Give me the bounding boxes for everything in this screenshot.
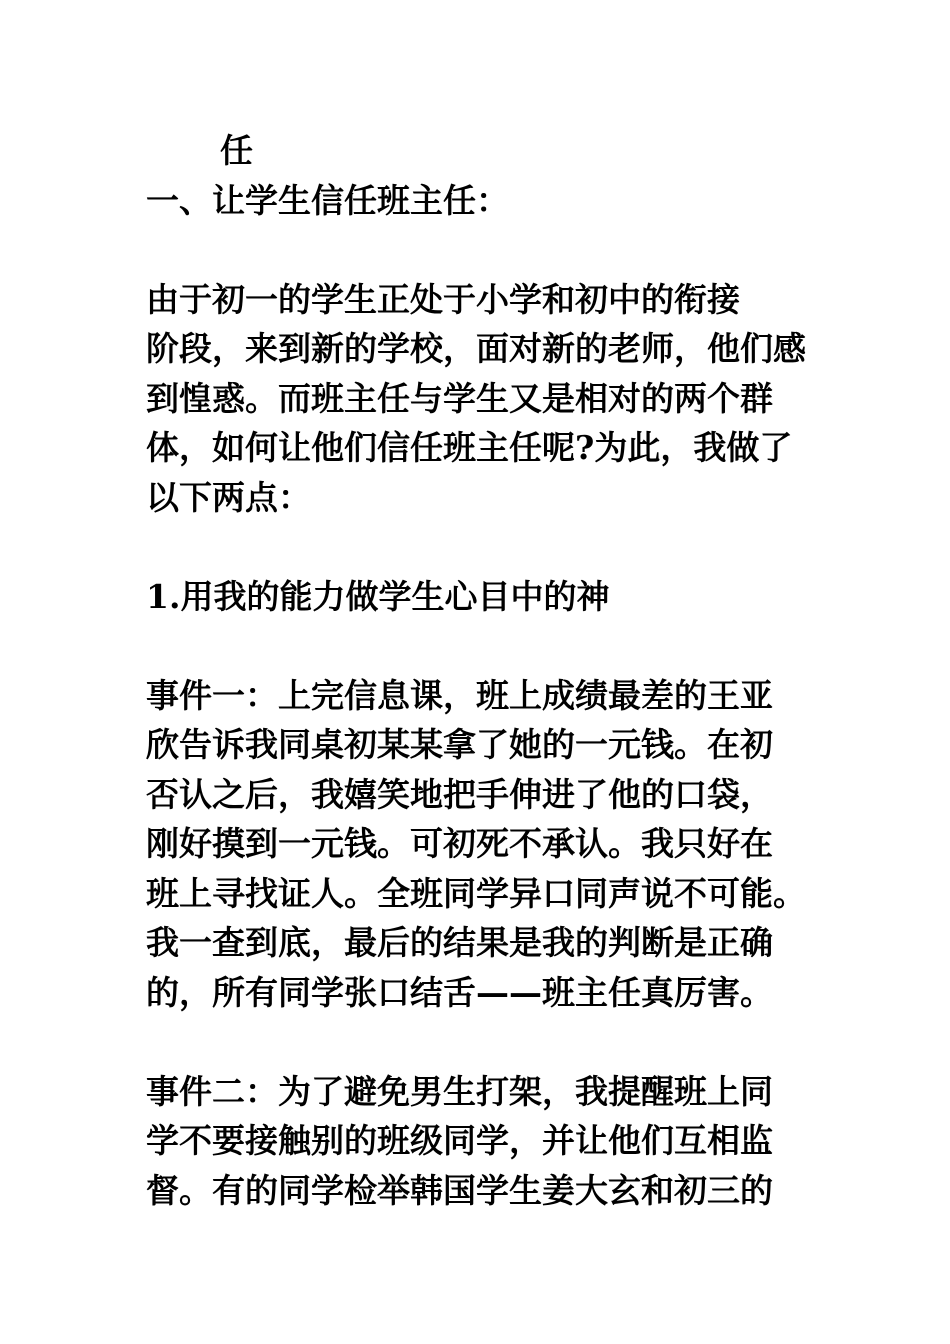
heading-fragment: 任 — [220, 131, 253, 170]
paragraph-line: 督。有的同学检举韩国学生姜大玄和初三的 — [146, 1170, 773, 1210]
paragraph-line: 阶段，来到新的学校，面对新的老师，他们感 — [146, 329, 806, 368]
paragraph-line: 的，所有同学张口结舌——班主任真厉害。 — [146, 972, 773, 1012]
paragraph-line: 欣告诉我同桌初某某拿了她的一元钱。在初 — [146, 725, 773, 764]
blank-line — [146, 225, 846, 275]
paragraph-line: 事件一：上完信息课，班上成绩最差的王亚 — [146, 675, 773, 715]
paragraph-line: 我一查到底，最后的结果是我的判断是正确 — [146, 923, 773, 962]
document-body — [146, 126, 846, 1215]
paragraph-line: 事件二：为了避免男生打架，我提醒班上同 — [146, 1071, 773, 1111]
subsection-heading: 1.用我的能力做学生心目中的神 — [146, 576, 610, 616]
paragraph-line: 否认之后，我嬉笑地把手伸进了他的口袋， — [146, 774, 773, 814]
paragraph-line: 由于初一的学生正处于小学和初中的衔接 — [146, 279, 740, 319]
paragraph-line: 到惶惑。而班主任与学生又是相对的两个群 — [146, 378, 773, 418]
blank-line — [146, 621, 846, 671]
paragraph-line: 以下两点： — [146, 477, 311, 517]
blank-line — [146, 1017, 846, 1067]
paragraph-line: 学不要接触别的班级同学，并让他们互相监 — [146, 1121, 773, 1160]
paragraph-line: 班上寻找证人。全班同学异口同声说不可能。 — [146, 873, 806, 913]
paragraph-line: 体，如何让他们信任班主任呢?为此，我做了 — [146, 428, 793, 467]
blank-line — [146, 522, 846, 572]
section-heading: 一、让学生信任班主任： — [146, 180, 509, 220]
paragraph-line: 刚好摸到一元钱。可初死不承认。我只好在 — [146, 824, 773, 863]
